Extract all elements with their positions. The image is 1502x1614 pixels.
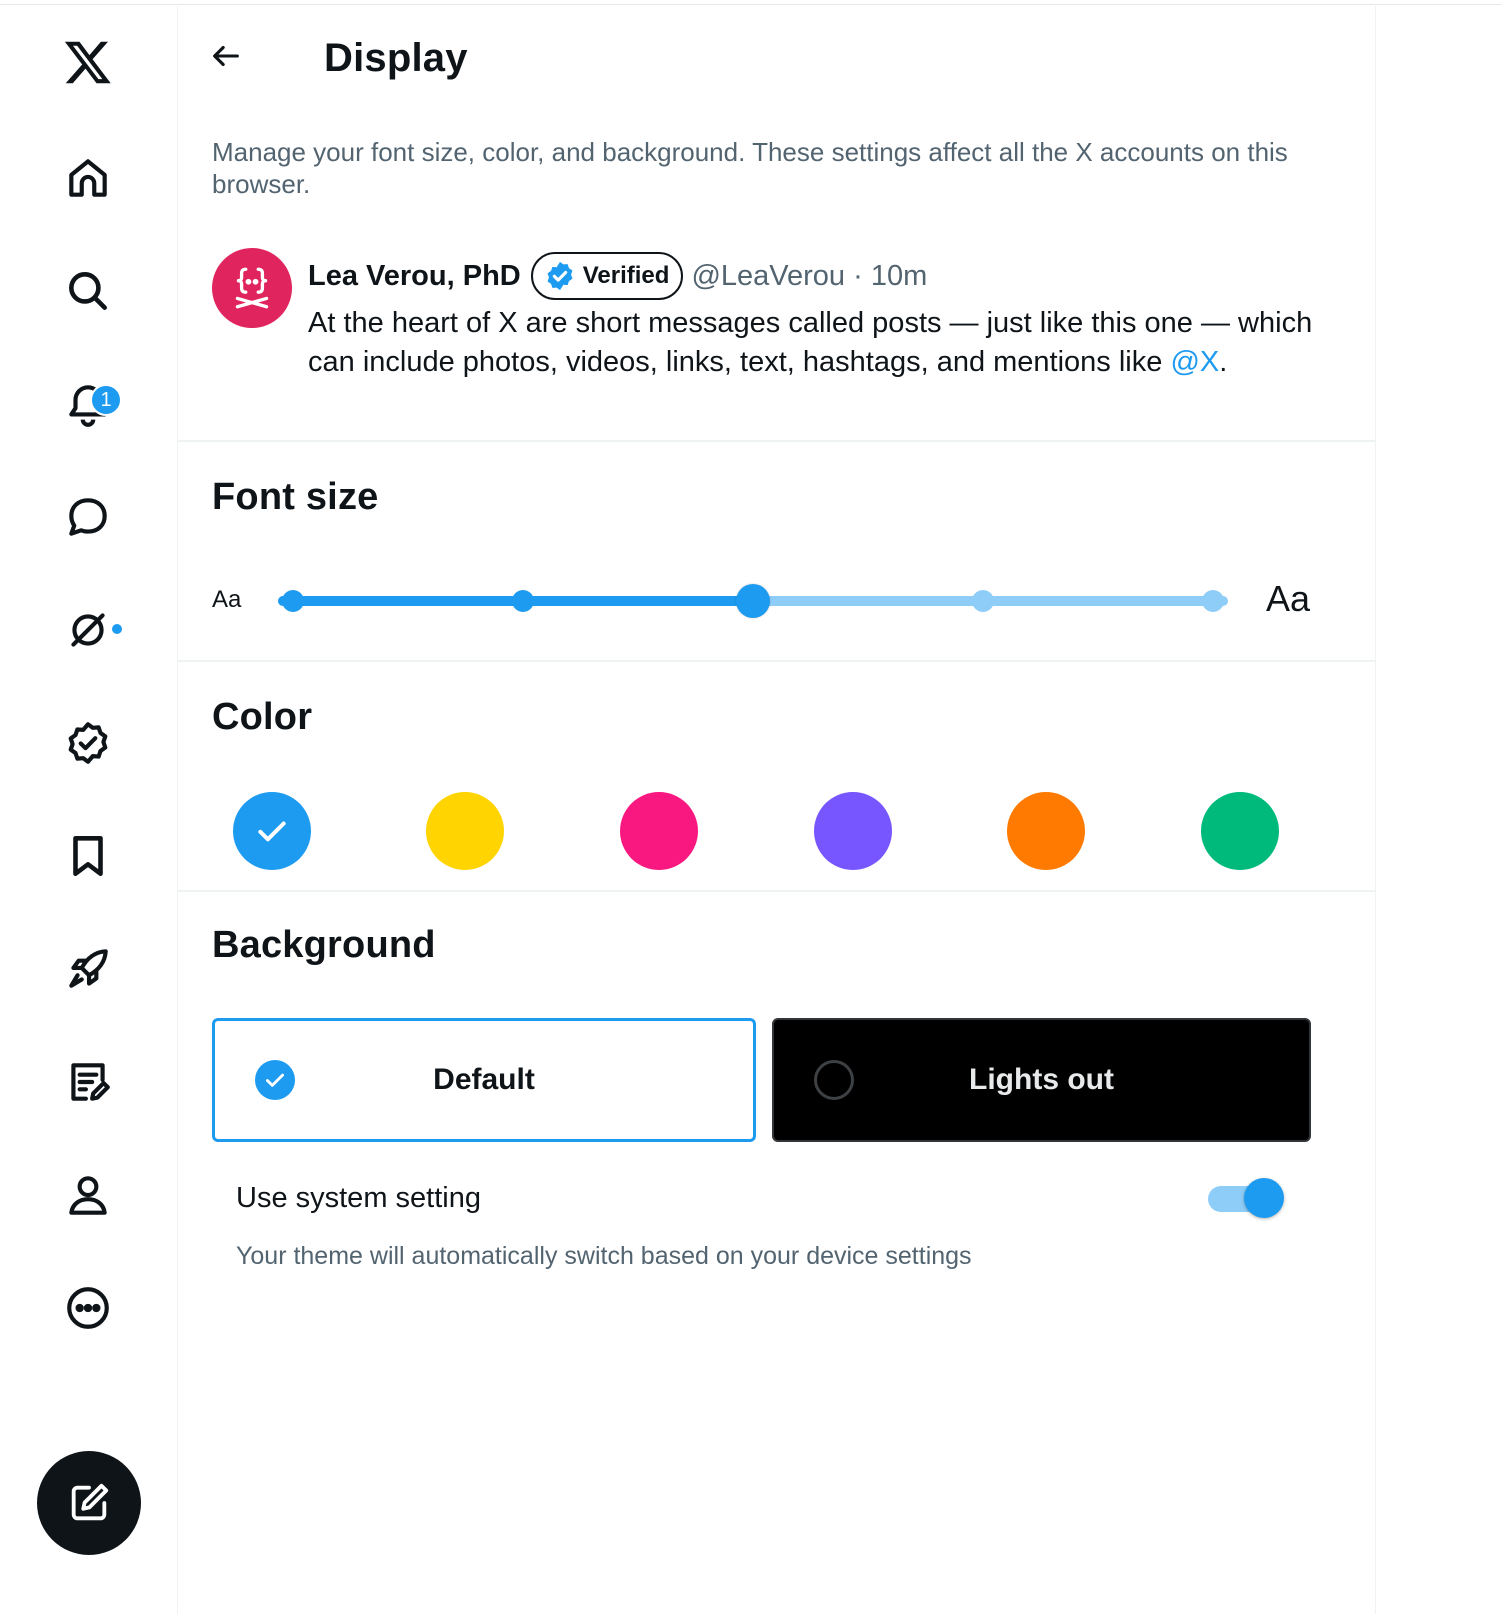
font-size-slider[interactable] [278, 594, 1228, 608]
verified-badge[interactable] [531, 252, 684, 300]
nav-premium[interactable] [56, 711, 120, 775]
font-size-title: Font size [212, 476, 379, 518]
font-size-small-label: Aa [212, 586, 242, 613]
back-arrow-icon [209, 39, 243, 73]
post-header [308, 252, 927, 300]
top-border [0, 0, 1502, 5]
chat-icon [63, 492, 113, 542]
notification-badge: 1 [90, 384, 122, 416]
post-author[interactable]: Lea Verou, PhD [308, 259, 521, 292]
x-logo-icon [63, 37, 113, 87]
mention-link[interactable]: @X [1170, 346, 1220, 378]
check-icon [262, 1067, 288, 1093]
avatar [212, 248, 292, 328]
profile-icon [63, 1170, 113, 1220]
background-title: Background [212, 924, 436, 966]
slider-stop[interactable] [972, 590, 994, 612]
divider [178, 440, 1376, 442]
compose-icon [66, 1480, 112, 1526]
nav-more[interactable] [56, 1276, 120, 1340]
use-system-setting-label: Use system setting [236, 1182, 481, 1214]
search-icon [63, 266, 113, 316]
background-default-label: Default [433, 1063, 535, 1096]
color-swatch[interactable] [1007, 792, 1085, 870]
verified-label: Verified [582, 262, 670, 289]
nav-home[interactable] [56, 146, 120, 210]
verified-icon [63, 718, 113, 768]
grok-dot-badge [110, 622, 124, 636]
nav-explore[interactable] [56, 259, 120, 323]
font-size-large-label: Aa [1266, 578, 1311, 619]
background-lights-out-option[interactable] [772, 1018, 1311, 1142]
nav-launch[interactable] [56, 937, 120, 1001]
divider [178, 890, 1376, 892]
radio-checked[interactable] [255, 1060, 295, 1100]
color-title: Color [212, 696, 313, 738]
display-settings-panel [178, 6, 1376, 1614]
compose-post-button[interactable] [37, 1451, 141, 1555]
color-swatch[interactable] [426, 792, 504, 870]
x-logo-link[interactable] [56, 30, 120, 94]
post-body-text: At the heart of X are short messages called posts — just like this one — which can include photos, videos, links, text, hashtags, and mentions like [308, 307, 1313, 378]
page-title: Display [324, 36, 468, 80]
divider [178, 660, 1376, 662]
slider-stop[interactable] [512, 590, 534, 612]
slider-stop[interactable] [282, 590, 304, 612]
nav-bookmarks[interactable] [56, 824, 120, 888]
post-trailing: . [1219, 346, 1228, 378]
grok-icon [63, 605, 113, 655]
sidebar [0, 6, 178, 1614]
post-text [308, 304, 1318, 382]
use-system-setting-description: Your theme will automatically switch based on your device settings [236, 1242, 972, 1270]
nav-messages[interactable] [56, 485, 120, 549]
post-handle-time: @LeaVerou · 10m [691, 259, 928, 292]
color-swatch[interactable] [814, 792, 892, 870]
rocket-icon [63, 944, 113, 994]
radio-unchecked[interactable] [814, 1060, 854, 1100]
bookmark-icon [63, 831, 113, 881]
lists-icon [63, 1057, 113, 1107]
more-icon [63, 1283, 113, 1333]
color-swatch[interactable] [1201, 792, 1279, 870]
home-icon [63, 153, 113, 203]
avatar-logo-icon [227, 263, 277, 313]
color-swatch[interactable] [233, 792, 311, 870]
use-system-setting-toggle[interactable] [1208, 1176, 1288, 1220]
settings-description: Manage your font size, color, and background. These settings affect all the X accounts on this browser. [212, 137, 1288, 199]
background-lights-out-label: Lights out [969, 1063, 1114, 1096]
back-button[interactable] [198, 28, 254, 84]
header [178, 6, 1376, 114]
check-icon [252, 811, 292, 851]
background-default-option[interactable] [212, 1018, 756, 1142]
slider-stop[interactable] [1202, 590, 1224, 612]
verified-check-icon [543, 259, 577, 293]
nav-lists[interactable] [56, 1050, 120, 1114]
nav-profile[interactable] [56, 1163, 120, 1227]
slider-knob[interactable] [736, 584, 770, 618]
toggle-knob [1244, 1178, 1284, 1218]
color-swatch[interactable] [620, 792, 698, 870]
